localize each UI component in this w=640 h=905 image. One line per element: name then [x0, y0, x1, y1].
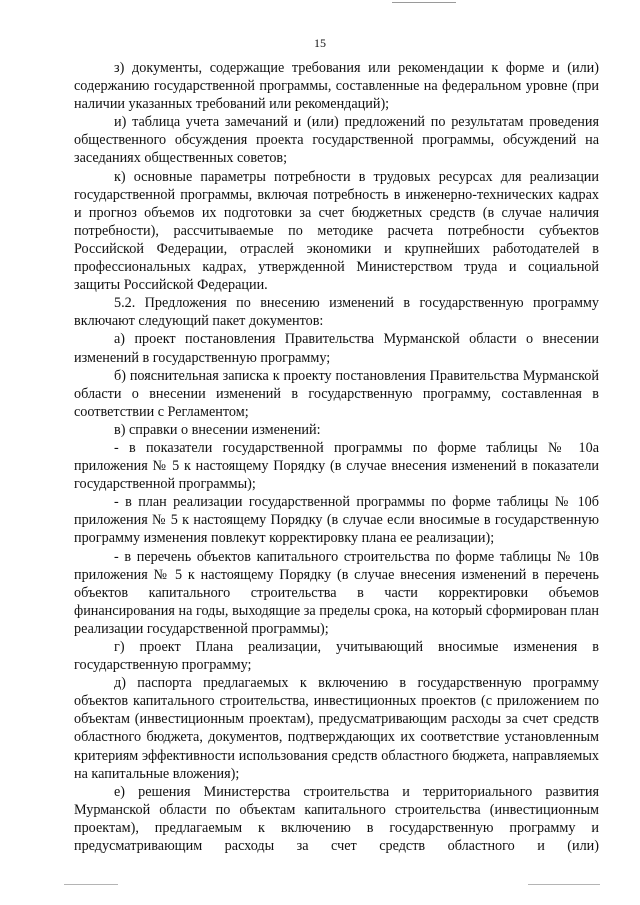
- document-body: [74, 59, 599, 855]
- scan-edge-mark-bottom-right: [528, 884, 600, 885]
- dash-item-implementation-plan: - в план реализации государственной программы по форме таблицы № 10б приложения № 5 к настоящему Порядку (в случае если вносимые в государственную программу изменения повлекут корректировку плана ее реализации);: [74, 494, 599, 547]
- list-item-e-ministry-decisions: е) решения Министерства строительства и территориального развития Мурманской области по объектам капитального строительства (инвестиционным проектам), предлагаемым к включению в государственную программу и предусматривающим расходы за счет средств областного и (или): [74, 783, 599, 855]
- list-item-b-explanatory-note: б) пояснительная записка к проекту постановления Правительства Мурманской области о внесении изменений в государственную программу, составленная в соответствии с Регламентом;: [74, 367, 599, 420]
- page-number: 15: [314, 36, 326, 50]
- section-5-2-paragraph: 5.2. Предложения по внесению изменений в государственную программу включают следующий пакет документов:: [74, 295, 599, 330]
- list-item-v-change-certificates: в) справки о внесении изменений:: [114, 421, 321, 438]
- list-item-z-requirements-documents: з) документы, содержащие требования или рекомендации к форме и (или) содержанию государственной программы, составленные на федеральном уровне (при наличии указанных требований или рекомендаций);: [74, 60, 599, 113]
- list-item-d-passports: д) паспорта предлагаемых к включению в государственную программу объектов капитального строительства, инвестиционных проектов (с приложением по объектам (инвестиционным проектам), предусматривающим расходы за счет средств областного бюджета, документов, подтверждающих их соответствие установленным критериям эффективности использования средств областного бюджета, направляемых на капитальные вложения);: [74, 675, 599, 782]
- list-item-g-plan-draft: г) проект Плана реализации, учитывающий вносимые изменения в государственную программу;: [74, 639, 599, 674]
- dash-item-construction-objects: - в перечень объектов капитального строительства по форме таблицы № 10в приложения № 5 к настоящему Порядку (в случае внесения изменений в перечень объектов капитального строительства в части корректировки объемов финансирования на годы, выходящие за пределы срока, на который сформирован план реализации государственной программы);: [74, 548, 599, 637]
- list-item-a-draft-resolution: а) проект постановления Правительства Мурманской области о внесении изменений в государственную программу;: [74, 331, 599, 366]
- list-item-k-labor-resources: к) основные параметры потребности в трудовых ресурсах для реализации государственной программы, включая потребность в инженерно-технических кадрах и прогноз объемов их подготовки за счет бюджетных средств (в случае наличия потребности), рассчитываемые по методике расчета потребности субъектов Российской Федерации, отраслей экономики и крупнейших работодателей в профессиональных кадрах, утвержденной Министерством труда и социальной защиты Российской Федерации.: [74, 168, 599, 294]
- list-item-i-remarks-table: и) таблица учета замечаний и (или) предложений по результатам проведения общественного обсуждения проекта государственной программы, обсуждений на заседаниях общественных советов;: [74, 114, 599, 167]
- dash-item-indicators: - в показатели государственной программы по форме таблицы № 10а приложения № 5 к настоящему Порядку (в случае внесения изменений в показатели государственной программы);: [74, 439, 599, 493]
- scan-edge-mark-top: [392, 2, 456, 3]
- scan-edge-mark-bottom-left: [64, 884, 118, 885]
